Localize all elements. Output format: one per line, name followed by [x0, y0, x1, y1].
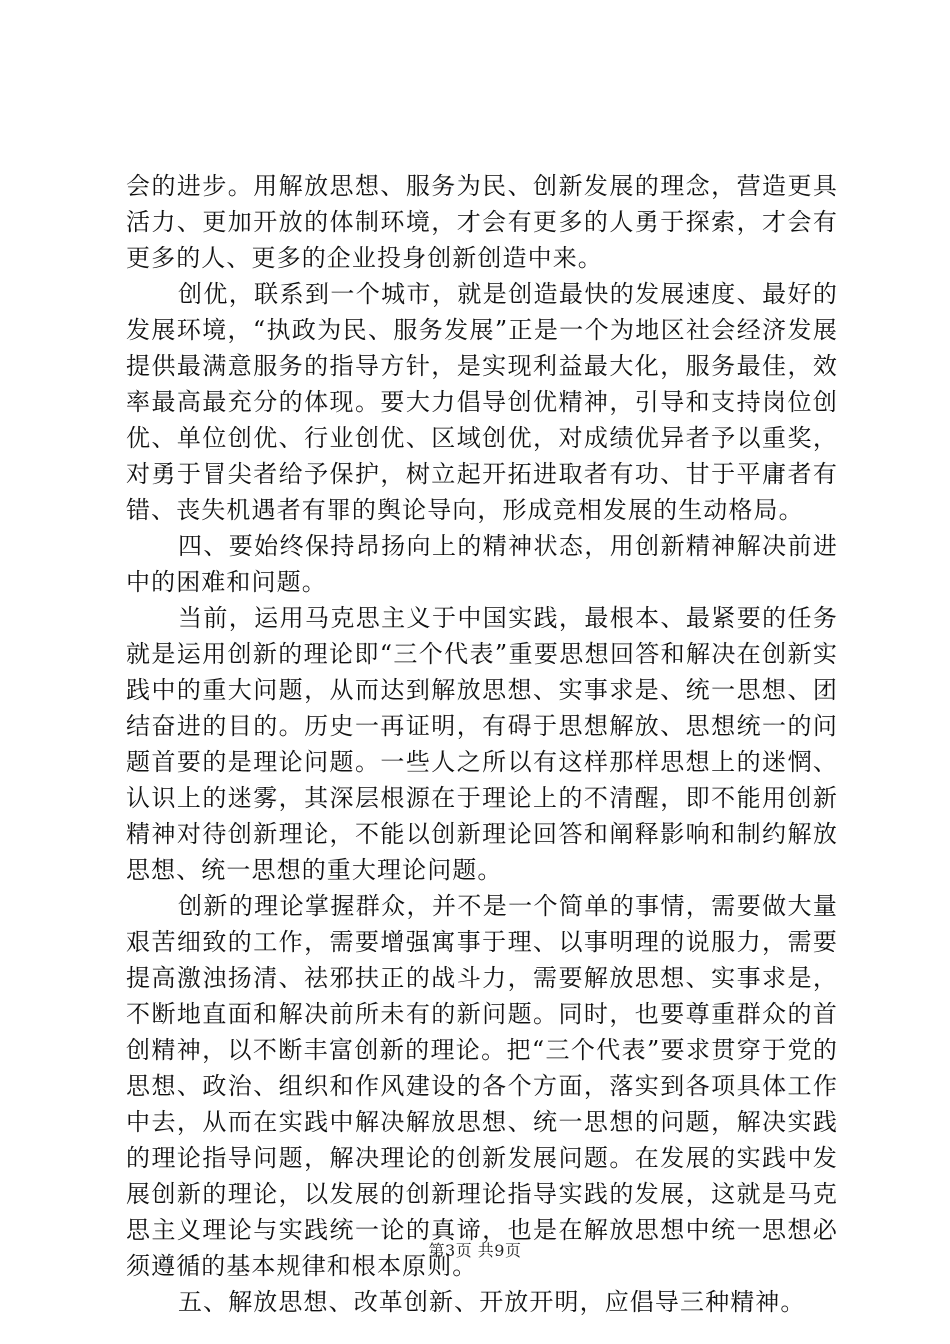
- paragraph: 创优，联系到一个城市，就是创造最快的发展速度、最好的发展环境，“执政为民、服务发展”正是一个为地区社会经济发展提供最满意服务的指导方针，是实现利益最大化，服务最佳，效率最高最充分的体现。要大力倡导创优精神，引导和支持岗位创优、单位创优、行业创优、区域创优，对成绩优异者予以重奖，对勇于冒尖者给予保护，树立起开拓进取者有功、甘于平庸者有错、丧失机遇者有罪的舆论导向，形成竞相发展的生动格局。: [126, 280, 838, 524]
- paragraph: 会的进步。用解放思想、服务为民、创新发展的理念，营造更具活力、更加开放的体制环境，才会有更多的人勇于探索，才会有更多的人、更多的企业投身创新创造中来。: [126, 172, 838, 272]
- paragraph: 创新的理论掌握群众，并不是一个简单的事情，需要做大量艰苦细致的工作，需要增强寓事于理、以事明理的说服力，需要提高激浊扬清、祛邪扶正的战斗力，需要解放思想、实事求是，不断地直面和解决前所未有的新问题。同时，也要尊重群众的首创精神，以不断丰富创新的理论。把“三个代表”要求贯穿于党的思想、政治、组织和作风建设的各个方面，落实到各项具体工作中去，从而在实践中解决解放思想、统一思想的问题，解决实践的理论指导问题，解决理论的创新发展问题。在发展的实践中发展创新的理论，以发展的创新理论指导实践的发展，这就是马克思主义理论与实践统一论的真谛，也是在解放思想中统一思想必须遵循的基本规律和根本原则。: [126, 892, 838, 1280]
- section-heading: 四、要始终保持昂扬向上的精神状态，用创新精神解决前进中的困难和问题。: [126, 532, 838, 596]
- paragraph: 当前，运用马克思主义于中国实践，最根本、最紧要的任务就是运用创新的理论即“三个代表”重要思想回答和解决在创新实践中的重大问题，从而达到解放思想、实事求是、统一思想、团结奋进的目的。历史一再证明，有碍于思想解放、思想统一的问题首要的是理论问题。一些人之所以有这样那样思想上的迷惘、认识上的迷雾，其深层根源在于理论上的不清醒，即不能用创新精神对待创新理论，不能以创新理论回答和阐释影响和制约解放思想、统一思想的重大理论问题。: [126, 604, 838, 884]
- page-footer: [0, 1240, 950, 1262]
- section-heading: 五、解放思想、改革创新、开放开明，应倡导三种精神。: [178, 1288, 806, 1316]
- document-body: [126, 168, 838, 1320]
- page-number: 第3页 共9页: [428, 1241, 522, 1260]
